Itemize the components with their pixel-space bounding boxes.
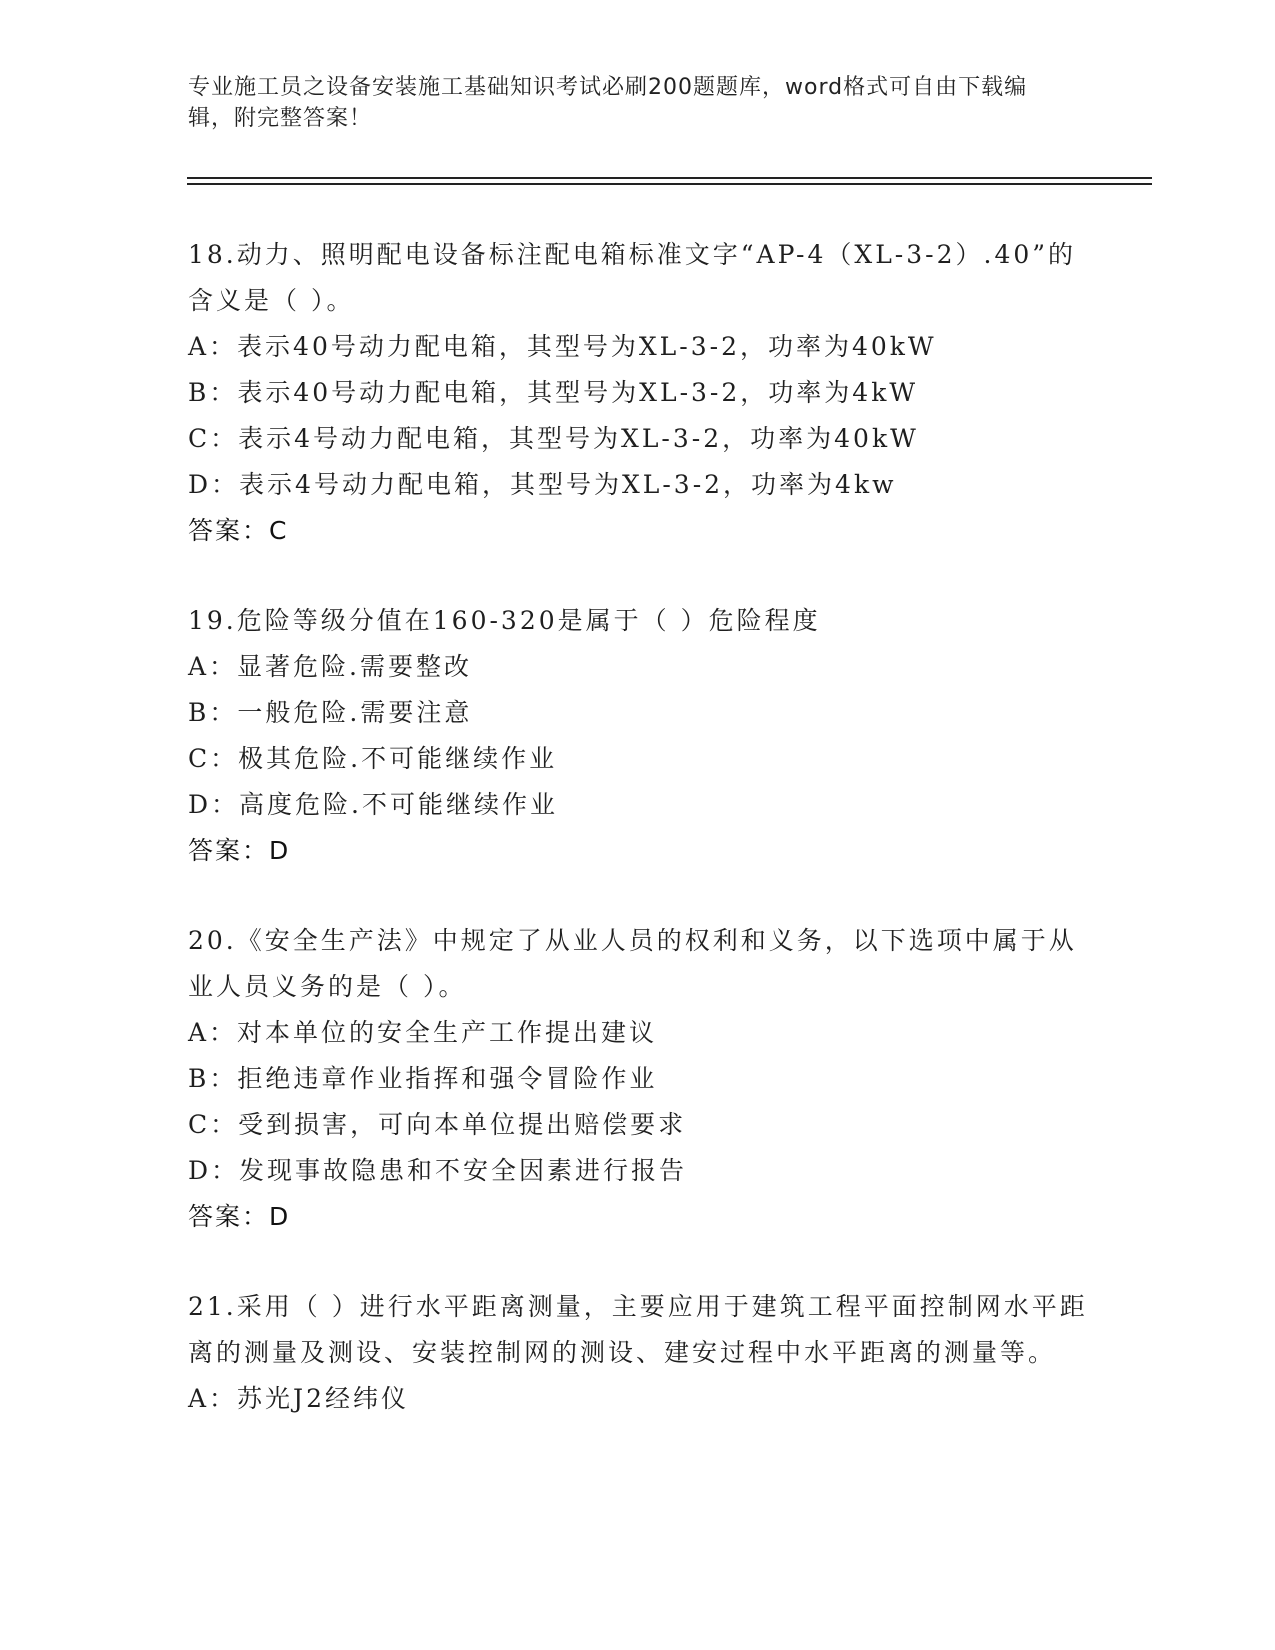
question-item [188, 232, 1088, 554]
question-text: 20.《安全生产法》中规定了从业人员的权利和义务，以下选项中属于从业人员义务的是（ ）。 [188, 926, 1077, 1001]
answer-label: 答案：D [188, 1202, 291, 1231]
option-c: C：表示4号动力配电箱，其型号为XL-3-2，功率为40kW [188, 424, 919, 453]
answer-label: 答案：C [188, 516, 289, 545]
option-a: A：对本单位的安全生产工作提出建议 [188, 1018, 658, 1047]
option-d: D：发现事故隐患和不安全因素进行报告 [188, 1156, 688, 1185]
option-a: A：表示40号动力配电箱，其型号为XL-3-2，功率为40kW [188, 332, 937, 361]
question-item [188, 598, 1088, 874]
question-text: 21.采用（ ）进行水平距离测量，主要应用于建筑工程平面控制网水平距离的测量及测设、安装控制网的测设、建安过程中水平距离的测量等。 [188, 1292, 1088, 1367]
header-title: 专业施工员之设备安装施工基础知识考试必刷200题题库，word格式可自由下载编辑，附完整答案！ [188, 75, 1028, 131]
question-item [188, 918, 1088, 1240]
option-c: C：受到损害，可向本单位提出赔偿要求 [188, 1110, 687, 1139]
option-a: A：苏光J2经纬仪 [188, 1384, 409, 1413]
question-item [188, 1284, 1088, 1422]
header-divider-top [187, 177, 1152, 179]
question-text: 18.动力、照明配电设备标注配电箱标准文字“AP-4（XL-3-2）.40”的含义是（ ）。 [188, 240, 1077, 315]
option-b: B：拒绝违章作业指挥和强令冒险作业 [188, 1064, 658, 1093]
answer-label: 答案：D [188, 836, 291, 865]
option-a: A：显著危险.需要整改 [188, 652, 473, 681]
option-c: C：极其危险.不可能继续作业 [188, 744, 558, 773]
option-b: B：表示40号动力配电箱，其型号为XL-3-2，功率为4kW [188, 378, 919, 407]
option-b: B：一般危险.需要注意 [188, 698, 473, 727]
document-header [188, 72, 1068, 134]
option-d: D：表示4号动力配电箱，其型号为XL-3-2，功率为4kw [188, 470, 897, 499]
question-list [188, 232, 1088, 1466]
header-divider-bottom [187, 183, 1152, 185]
option-d: D：高度危险.不可能继续作业 [188, 790, 558, 819]
question-text: 19.危险等级分值在160-320是属于（ ）危险程度 [188, 606, 821, 635]
